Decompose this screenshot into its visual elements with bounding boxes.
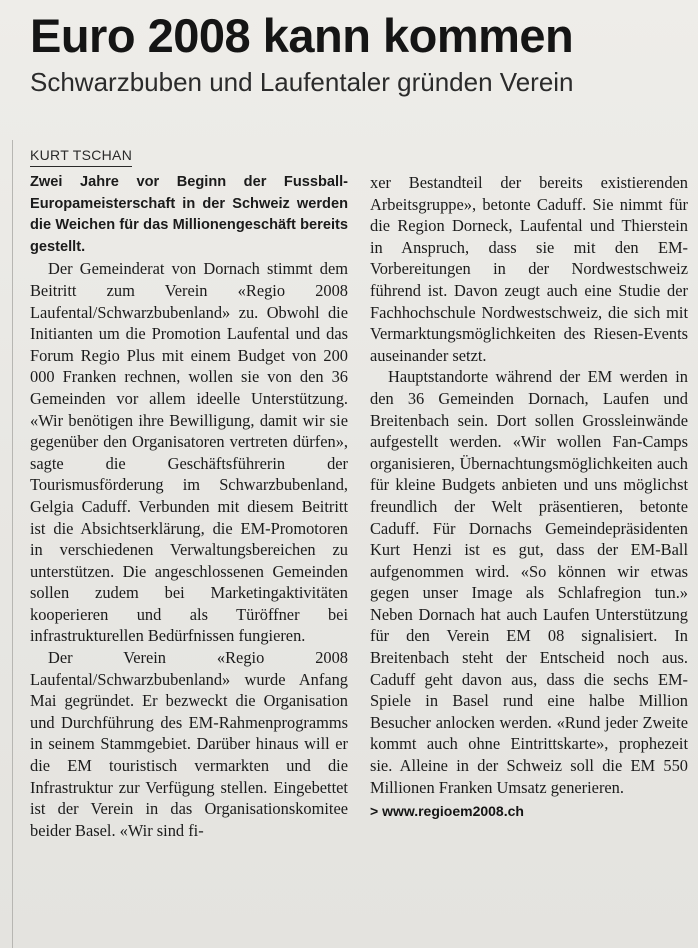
- web-link[interactable]: > www.regioem2008.ch: [370, 803, 524, 820]
- body-paragraph-1: Der Gemeinderat von Dornach stimmt dem Beitritt zum Verein «Regio 2008 Laufental/Schwarzbubenland» zu. Obwohl die Initianten um die Promotion Laufental und das Forum Regio Plus mit einem Budget von 200 000 Franken rechnen, wollen sie von den 36 Gemeinden vor allem ideelle Unterstützung. «Wir benötigen ihre Bewilligung, damit wir sie gegenüber den Organisatoren vertreten dürfen», sagte die Geschäftsführerin der Tourismusförderung im Schwarzbubenland, Gelgia Caduff. Verbunden mit diesem Beitritt ist die Absichtserklärung, die EM-Promotoren in verschiedenen Verwaltungsbereichen zu unterstützen. Die angeschlossenen Gemeinden sollen zudem bei Marketingaktivitäten kooperieren und als Türöffner bei infrastrukturellen Bedürfnissen fungieren.: [30, 259, 348, 646]
- column-rule: [12, 140, 13, 948]
- article-column-left: [30, 172, 348, 841]
- byline: KURT TSCHAN: [30, 146, 132, 167]
- body-paragraph-3: Hauptstandorte während der EM werden in den 36 Gemeinden Dornach, Laufen und Breitenbach sein. Dort sollen Grossleinwände aufgestellt werden. «Wir wollen Fan-Camps organisieren, Übernachtungsmöglichkeiten auch für kleine Budgets anbieten und uns möglichst freundlich der Welt präsentieren, betonte Caduff. Für Dornachs Gemeindepräsidenten Kurt Henzi ist es gut, dass der EM-Ball aufgenommen wird. «So können wir etwas gegen unser Image als Schlafregion tun.» Neben Dornach hat auch Laufen Unterstützung für den Verein EM 08 signalisiert. In Breitenbach steht der Entscheid noch aus. Caduff geht davon aus, dass die sechs EM-Spiele in Basel rund eine halbe Million Besucher anlocken werden. «Rund jeder Zweite kommt auch ohne Eintrittskarte», prophezeit sie. Alleine in der Schweiz soll die EM 550 Millionen Franken Umsatz generieren.: [370, 367, 688, 797]
- body-paragraph-2: Der Verein «Regio 2008 Laufental/Schwarzbubenland» wurde Anfang Mai gegründet. Er bezweckt die Organisation und Durchführung des EM-Rahmenprogramms in seinem Stammgebiet. Darüber hinaus will er die EM touristisch vermarkten und die Infrastruktur zur Verfügung stellen. Eingebettet ist der Verein in das Organisationskomitee beider Basel. «Wir sind fi-: [30, 648, 348, 840]
- body-paragraph-2-continued: xer Bestandteil der bereits existierenden Arbeitsgruppe», betonte Caduff. Sie nimmt für die Region Dorneck, Laufental und Thierstein in Anspruch, dass sie mit den EM-Vorbereitungen in der Nordwestschweiz führend ist. Davon zeugt auch eine Studie der Fachhochschule Nordwestschweiz, die sich mit Vermarktungsmöglichkeiten des Riesen-Events auseinander setzt.: [370, 173, 688, 365]
- lead-paragraph: Zwei Jahre vor Beginn der Fussball-Europameisterschaft in der Schweiz werden die Weichen für das Millionengeschäft bereits gestellt.: [30, 174, 348, 255]
- subheadline: Schwarzbuben und Laufentaler gründen Verein: [30, 67, 574, 97]
- headline: Euro 2008 kann kommen: [30, 9, 574, 62]
- article-column-right: [370, 172, 688, 822]
